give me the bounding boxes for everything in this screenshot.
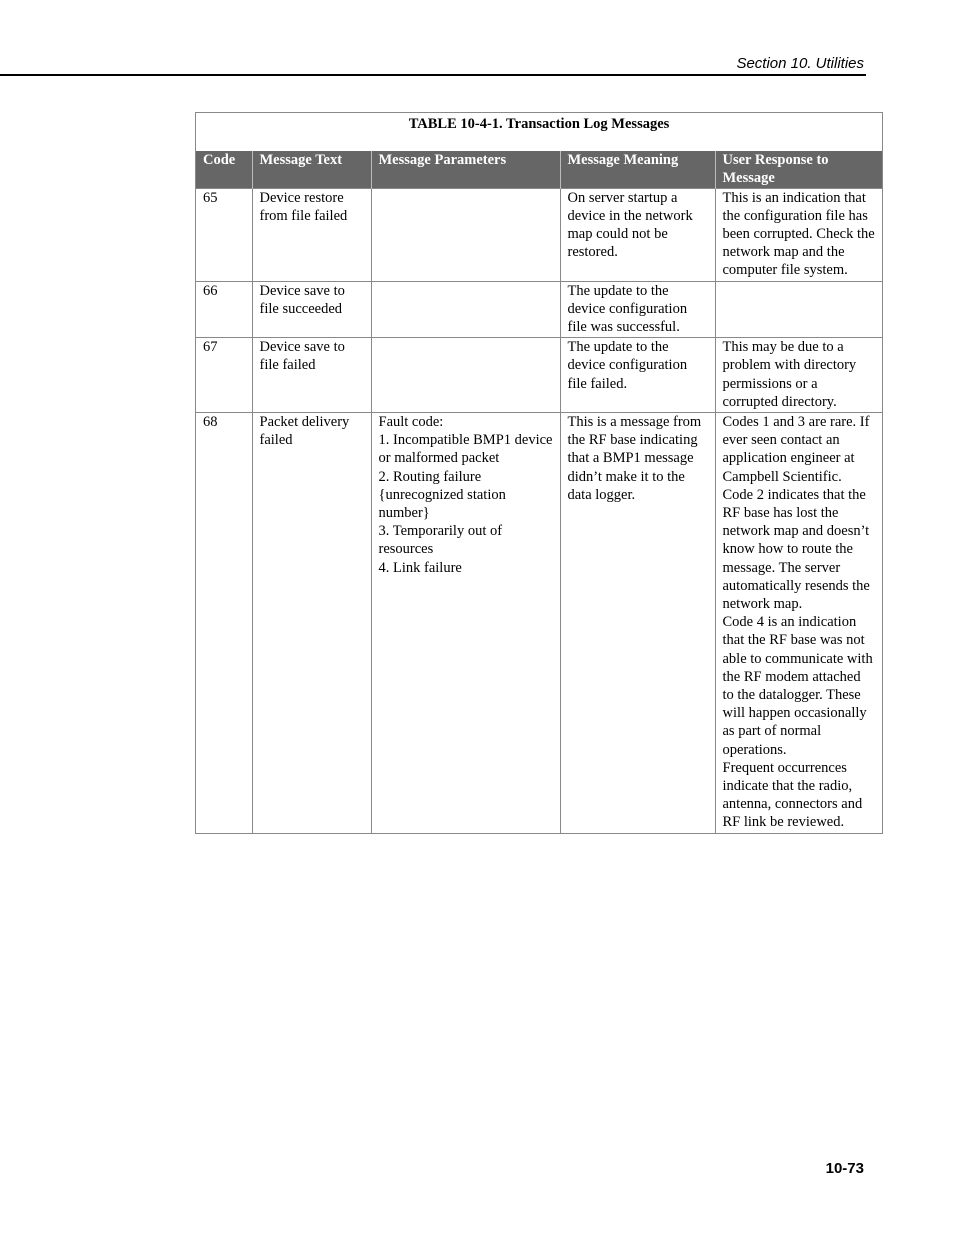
cell-user-response-line: Frequent occurrences indicate that the radio, antenna, connectors and RF link be reviewed.: [722, 759, 863, 831]
cell-message-meaning: The update to the device configuration file was successful.: [560, 281, 715, 338]
cell-user-response: [715, 281, 882, 338]
column-header-message-parameters: Message Parameters: [371, 151, 560, 188]
cell-message-text: Device save to file failed: [252, 338, 371, 413]
header-rule: [0, 74, 866, 76]
cell-message-parameters: [371, 338, 560, 413]
cell-message-meaning: The update to the device configuration file failed.: [560, 338, 715, 413]
cell-message-parameters: [371, 412, 560, 832]
cell-message-meaning: On server startup a device in the network map could not be restored.: [560, 188, 715, 281]
cell-user-response: [715, 188, 882, 281]
cell-user-response: [715, 412, 882, 832]
section-header: Section 10. Utilities: [736, 55, 864, 72]
table-row: [196, 338, 882, 413]
cell-user-response: [715, 338, 882, 413]
cell-code: 67: [196, 338, 252, 413]
cell-message-parameters: [371, 188, 560, 281]
page-number: 10-73: [825, 1160, 864, 1177]
cell-message-parameters-line: 3. Temporarily out of resources: [378, 523, 503, 558]
cell-message-text: Device restore from file failed: [252, 188, 371, 281]
table-row: [196, 412, 882, 832]
table-body: [196, 188, 882, 833]
cell-message-parameters-line: Fault code:: [378, 413, 444, 430]
cell-message-parameters-line: 4. Link failure: [378, 559, 462, 576]
column-header-code: Code: [196, 151, 252, 188]
cell-code: 68: [196, 412, 252, 832]
table-header-row: [196, 151, 882, 188]
cell-user-response-line: Code 2 indicates that the RF base has lost the network map and doesn’t know how to route the message. The server automatically resends the network map.: [722, 486, 870, 612]
cell-user-response-line: This is an indication that the configuration file has been corrupted. Check the network map and the computer file system.: [722, 189, 875, 279]
table-row: [196, 281, 882, 338]
column-header-user-response: User Response to Message: [715, 151, 882, 188]
table-row: [196, 188, 882, 281]
cell-code: 65: [196, 188, 252, 281]
cell-user-response-line: Codes 1 and 3 are rare. If ever seen contact an application engineer at Campbell Scientific.: [722, 413, 870, 485]
column-header-message-meaning: Message Meaning: [560, 151, 715, 188]
cell-message-parameters-line: 2. Routing failure {unrecognized station number}: [378, 468, 506, 521]
cell-code: 66: [196, 281, 252, 338]
column-header-message-text: Message Text: [252, 151, 371, 188]
cell-message-text: Packet delivery failed: [252, 412, 371, 832]
cell-message-parameters-line: 1. Incompatible BMP1 device or malformed packet: [378, 432, 553, 467]
cell-user-response-line: This may be due to a problem with directory permissions or a corrupted directory.: [722, 339, 857, 410]
table-title: TABLE 10-4-1. Transaction Log Messages: [408, 116, 670, 132]
cell-message-meaning: This is a message from the RF base indicating that a BMP1 message didn’t make it to the data logger.: [560, 412, 715, 832]
transaction-log-table: [195, 112, 883, 834]
cell-user-response-line: Code 4 is an indication that the RF base was not able to communicate with the RF modem attached to the datalogger. These will happen occasionally as part of normal operations.: [722, 614, 873, 758]
cell-message-text: Device save to file succeeded: [252, 281, 371, 338]
cell-message-parameters: [371, 281, 560, 338]
messages-table: [196, 151, 882, 833]
